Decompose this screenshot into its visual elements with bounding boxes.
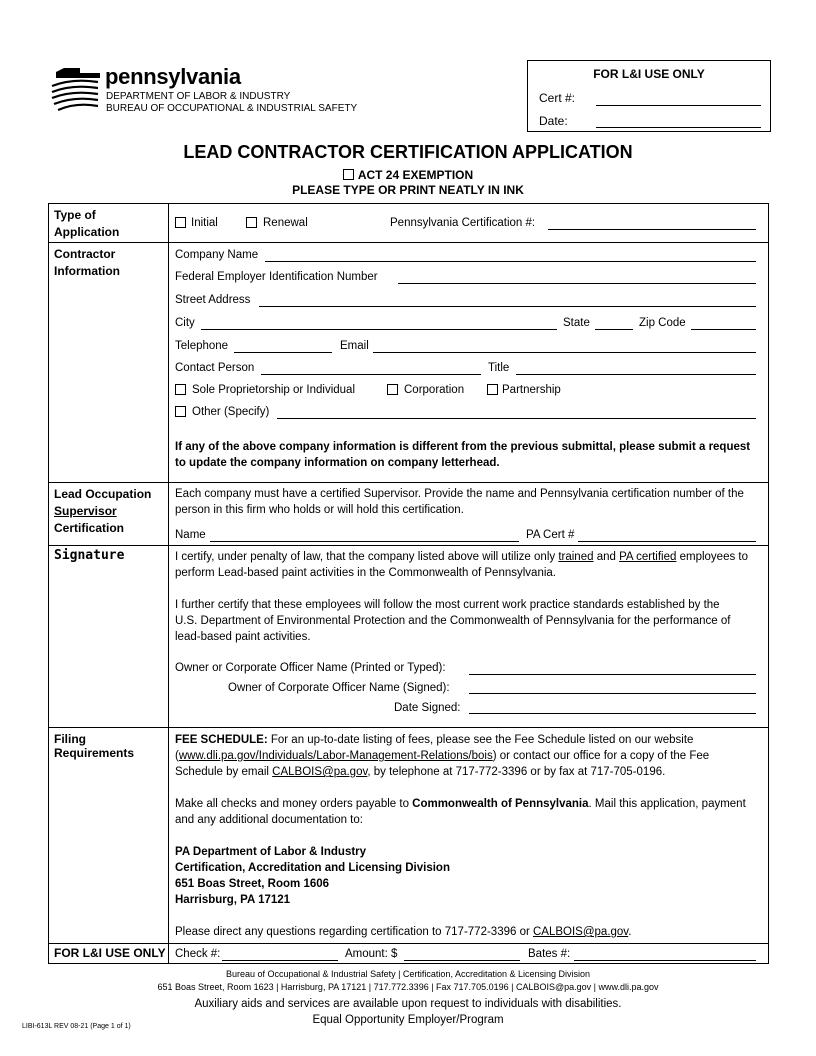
supervisor-name-field[interactable]	[210, 541, 519, 542]
title-field[interactable]	[516, 374, 756, 375]
table-column-divider	[168, 203, 169, 964]
row-divider	[48, 943, 769, 944]
checks-paragraph	[175, 796, 755, 828]
logo-wordmark: pennsylvania	[105, 64, 241, 89]
renewal-label: Renewal	[263, 217, 308, 229]
li-date-label: Date:	[539, 114, 568, 128]
check-number-label: Check #:	[175, 948, 221, 960]
keystone-logo-icon	[50, 66, 106, 114]
further-certify-paragraph: I further certify that these employees will follow the most current work practice standards established by the U.S. Department of Environmental Protection and the Commonwealth of Pennsylvania for the performance of lead-based paint activities.	[175, 599, 731, 643]
act-24-row	[0, 166, 816, 184]
footer-line-2: 651 Boas Street, Room 1623 | Harrisburg, PA 17121 | 717.772.3396 | Fax 717.705.0196 | CALBOIS@pa.gov | www.dli.pa.gov	[157, 982, 659, 992]
payee-name: Commonwealth of Pennsylvania	[412, 798, 589, 810]
email-field[interactable]	[373, 352, 756, 353]
questions-email-link[interactable]: CALBOIS@pa.gov	[533, 926, 629, 938]
other-checkbox[interactable]	[175, 406, 186, 417]
row-divider	[48, 482, 769, 483]
footer-line-1: Bureau of Occupational & Industrial Safety | Certification, Accreditation & Licensing Division	[225, 969, 591, 979]
street-address-label: Street Address	[175, 294, 251, 306]
company-info-notice: If any of the above company information is different from the previous submittal, please submit a request to update the company information on company letterhead.	[175, 441, 751, 469]
other-field[interactable]	[277, 418, 756, 419]
telephone-field[interactable]	[234, 352, 332, 353]
other-label: Other (Specify)	[192, 406, 270, 418]
fee-schedule-paragraph	[175, 732, 747, 780]
address-line: 651 Boas Street, Room 1606	[175, 878, 330, 890]
state-label: State	[563, 317, 590, 329]
supervisor-pa-cert-label: PA Cert #	[526, 529, 575, 541]
form-id: LIBI-613L REV 08-21 (Page 1 of 1)	[22, 1023, 131, 1030]
form-title: LEAD CONTRACTOR CERTIFICATION APPLICATION	[183, 142, 633, 162]
certify-and: and	[593, 551, 620, 563]
renewal-checkbox[interactable]	[246, 217, 257, 228]
city-label: City	[175, 317, 195, 329]
initial-label: Initial	[191, 217, 218, 229]
type-of-application-label	[54, 207, 119, 241]
fee-text-3: , by telephone at 717-772-3396 or by fax at 717-705-0196.	[367, 766, 666, 778]
footer-line-3: Auxiliary aids and services are available upon request to individuals with disabilities.	[194, 998, 622, 1010]
street-address-field[interactable]	[259, 306, 756, 307]
partnership-label: Partnership	[502, 384, 561, 396]
li-use-only-row-label: FOR L&I USE ONLY	[54, 946, 166, 960]
partnership-checkbox[interactable]	[487, 384, 498, 395]
address-line: Harrisburg, PA 17121	[175, 894, 291, 906]
contractor-label-line: Information	[54, 264, 120, 278]
contact-person-label: Contact Person	[175, 362, 255, 374]
initial-checkbox[interactable]	[175, 217, 186, 228]
li-date-field[interactable]	[596, 127, 761, 128]
questions-text: Please direct any questions regarding certification to 717-772-3396 or	[175, 926, 533, 938]
date-signed-label: Date Signed:	[394, 702, 461, 714]
act-24-label: ACT 24 EXEMPTION	[357, 168, 474, 182]
fein-label: Federal Employer Identification Number	[175, 271, 378, 283]
supervisor-label-line: Supervisor	[54, 504, 117, 518]
fee-text: For an up-to-date listing of fees, please see the Fee Schedule listed on our website (	[175, 734, 694, 762]
calbois-email-link[interactable]: CALBOIS@pa.gov	[272, 766, 368, 778]
type-label-line: Application	[54, 225, 120, 239]
check-number-field[interactable]	[222, 960, 338, 961]
owner-printed-label: Owner or Corporate Officer Name (Printed or Typed):	[175, 662, 446, 674]
contact-person-field[interactable]	[261, 374, 481, 375]
corporation-checkbox[interactable]	[387, 384, 398, 395]
pa-logo	[50, 66, 106, 114]
city-field[interactable]	[201, 329, 557, 330]
corporation-label: Corporation	[404, 384, 465, 396]
department-name: DEPARTMENT OF LABOR & INDUSTRY	[106, 91, 291, 102]
certify-text: I certify, under penalty of law, that the company listed above will utilize only	[175, 551, 559, 563]
filing-label-line: Requirements	[54, 746, 135, 760]
trained-text: trained	[558, 551, 594, 563]
footer-line-4: Equal Opportunity Employer/Program	[312, 1014, 504, 1026]
act-24-checkbox[interactable]	[343, 169, 354, 180]
supervisor-label-line: Certification	[54, 521, 125, 535]
state-field[interactable]	[595, 329, 633, 330]
owner-signed-label: Owner of Corporate Officer Name (Signed):	[228, 682, 450, 694]
owner-printed-field[interactable]	[469, 674, 756, 675]
zip-field[interactable]	[691, 329, 756, 330]
fee-schedule-heading: FEE SCHEDULE:	[175, 734, 268, 746]
date-signed-field[interactable]	[469, 713, 756, 714]
zip-label: Zip Code	[639, 317, 686, 329]
li-use-only-box	[527, 60, 771, 132]
pa-certification-label: Pennsylvania Certification #:	[390, 217, 536, 229]
li-use-only-title: FOR L&I USE ONLY	[593, 67, 705, 81]
certify-paragraph	[175, 549, 755, 581]
sole-proprietorship-label: Sole Proprietorship or Individual	[192, 384, 356, 396]
checks-text-2: . Mail this application, payment and any additional documentation to:	[175, 798, 746, 826]
type-label-line: Type of	[54, 208, 96, 222]
checks-text: Make all checks and money orders payable to	[175, 798, 413, 810]
contractor-label-line: Contractor	[54, 247, 116, 261]
row-divider	[48, 545, 769, 546]
sole-proprietorship-checkbox[interactable]	[175, 384, 186, 395]
company-name-field[interactable]	[265, 261, 756, 262]
address-line: PA Department of Labor & Industry	[175, 846, 367, 858]
supervisor-text: Each company must have a certified Supervisor. Provide the name and Pennsylvania certification number of the person in this firm who holds or will hold this certification.	[175, 488, 744, 516]
amount-field[interactable]	[404, 960, 520, 961]
fee-schedule-link[interactable]: www.dli.pa.gov/Individuals/Labor-Management-Relations/bois	[178, 750, 493, 762]
telephone-label: Telephone	[175, 340, 229, 352]
supervisor-pa-cert-field[interactable]	[578, 541, 756, 542]
contractor-information-label	[54, 246, 120, 280]
supervisor-certification-label	[54, 486, 151, 537]
email-label: Email	[340, 340, 369, 352]
amount-label: Amount: $	[345, 948, 398, 960]
supervisor-label-line: Lead Occupation	[54, 487, 152, 501]
signature-label: Signature	[54, 548, 125, 563]
pa-certified-text: PA certified	[619, 551, 677, 563]
mailing-address	[175, 844, 450, 908]
bureau-name: BUREAU OF OCCUPATIONAL & INDUSTRIAL SAFETY	[106, 103, 358, 114]
filing-label-line: Filing	[54, 732, 86, 746]
supervisor-name-label: Name	[175, 529, 206, 541]
row-divider	[48, 242, 769, 243]
row-divider	[48, 727, 769, 728]
fee-text-2: ) or contact our office for a copy of the Fee Schedule by email	[175, 750, 710, 778]
li-cert-field[interactable]	[596, 105, 761, 106]
bates-number-field[interactable]	[574, 960, 756, 961]
company-name-label: Company Name	[175, 249, 259, 261]
questions-period: .	[628, 926, 632, 938]
filing-requirements-label	[54, 732, 134, 760]
certify-text-end: employees to perform Lead-based paint activities in the Commonwealth of Pennsylvania.	[175, 551, 749, 579]
address-line: Certification, Accreditation and Licensing Division	[175, 862, 450, 874]
questions-paragraph	[175, 924, 755, 940]
title-label: Title	[488, 362, 510, 374]
fein-field[interactable]	[398, 283, 756, 284]
li-cert-label: Cert #:	[539, 91, 576, 105]
owner-signed-field[interactable]	[469, 693, 756, 694]
bates-number-label: Bates #:	[528, 948, 571, 960]
form-instructions: PLEASE TYPE OR PRINT NEATLY IN INK	[292, 183, 524, 197]
pa-certification-field[interactable]	[548, 229, 756, 230]
